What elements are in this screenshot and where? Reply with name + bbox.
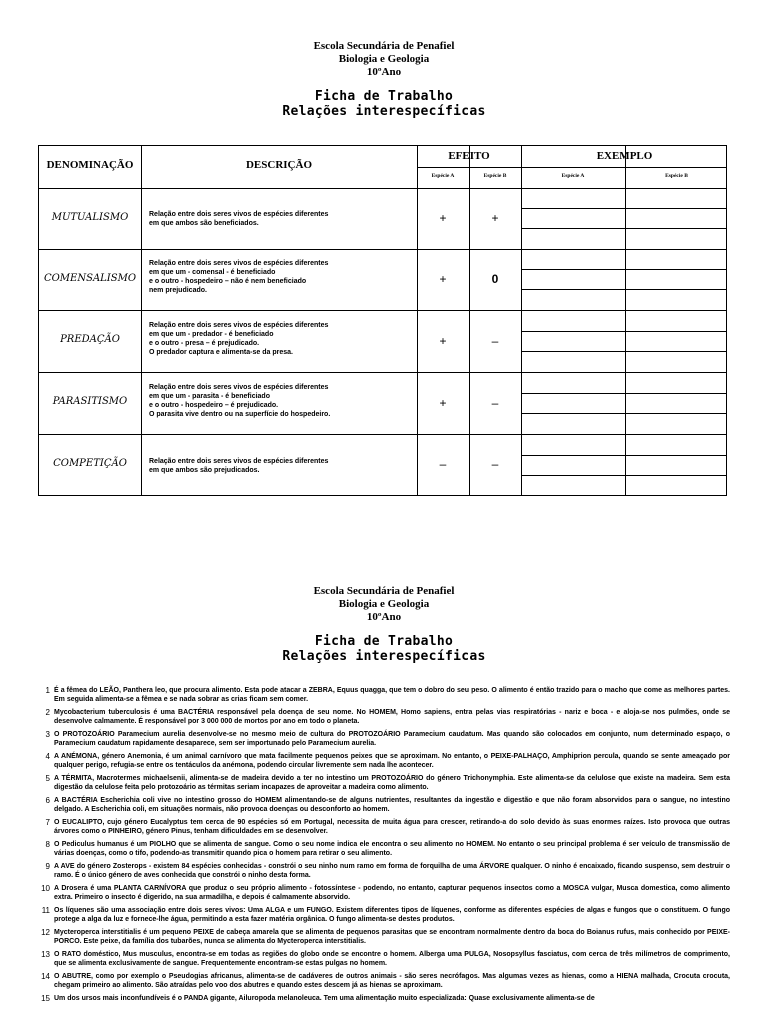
list-item: 11 Os líquenes são uma associação entre dois seres vivos: Uma ALGA e um FUNGO. Existem diferentes tipos de líquenes, conforme as diferentes espécies de algas e fungos que o constituem. O fungo protege a alga da luz e fornece-lhe água, permitindo a esta fazer matéria orgânica. O fungo alimenta-se destes produtos.	[41, 906, 730, 923]
col-descricao-header: DESCRIÇÃO	[245, 159, 312, 171]
effect-a-predacao: +	[439, 334, 447, 348]
row-desc-competicao: Relação entre dois seres vivos de espécies diferentes em que ambos são prejudicados.	[149, 458, 329, 474]
list-item: 14 O ABUTRE, como por exemplo o Pseudogias africanus, alimenta-se de cadáveres de outros animais - são seres necrófagos. Mas algumas vezes as hienas, como a HIENA malhada, Crocuta crocuta, chegam primeiro ao alimento. São atraídas pelo voo dos abutres e quando estes descem já as hienas se aproximam.	[41, 972, 730, 989]
school-name-2: Escola Secundária de Penafiel	[313, 585, 455, 597]
worksheet-subtitle-2: Relações interespecíficas	[282, 649, 486, 664]
row-name-competicao: COMPETIÇÃO	[53, 458, 127, 469]
list-item: 4 A ANÉMONA, género Anemonia, é um animal carnívoro que mata facilmente pequenos peixes que se aproximam. No entanto, o PEIXE-PALHAÇO, Amphiprion percula, quando se sente ameaçado por qualquer perigo, refugia-se entre os tentáculos da anémona, podendo circular livremente sem nada lhe acontecer.	[45, 752, 730, 769]
list-item: 7 O EUCALIPTO, cujo género Eucalyptus tem cerca de 90 espécies só em Portugal, necessita de muita água para crescer, retirando-a do solo devido às suas enormes raízes. Isto provoca que outras árvores como o PINHEIRO, género Pinus, tenham dificuldades em se desenvolver.	[45, 818, 730, 835]
list-item: 3 O PROTOZOÁRIO Paramecium aurelia desenvolve-se no mesmo meio de cultura do PROTOZOÁRIO Paramecium caudatum. Mas quando são colocados em conjunto, num determinado espaço, o Paramecium caudatum rapidamente desaparece, sem ser importunado pelo Paramecium aurelia.	[45, 730, 730, 747]
grade-label-2: 10ºAno	[366, 611, 402, 623]
list-item: 9 A AVE do género Zosterops - existem 84 espécies conhecidas - constrói o seu ninho num ramo em forma de forquilha de uma ÁRVORE qualquer. O ninho é encaixado, ficando suspenso, sem destruir o ramo. É o único género de aves conhecida que constrói o ninho desta forma.	[45, 862, 730, 879]
effect-b-mutualismo: +	[491, 211, 499, 225]
row-name-parasitismo: PARASITISMO	[52, 396, 128, 407]
effect-a-competicao: –	[439, 457, 447, 471]
list-item: 6 A BACTÉRIA Escherichia coli vive no intestino grosso do HOMEM alimentando-se de alguns nutrientes, resultantes da ingestão e digestão e que não foram absorvidos para o sangue, no intestino delgado. A Escherichia coli, em situações normais, não provoca doenças ou desconforto ao homem.	[45, 796, 730, 813]
school-name: Escola Secundária de Penafiel	[313, 40, 455, 52]
header-top	[0, 40, 768, 119]
row-name-mutualismo: MUTUALISMO	[51, 212, 129, 223]
list-item: 10 A Drosera é uma PLANTA CARNÍVORA que produz o seu próprio alimento - fotossíntese - podendo, no entanto, capturar pequenos insectos como a MOSCA vulgar, Musca domestica, como alimento extra. Primeiro o insecto é digerido, na sua armadilha, e depois é calmamente absorvido.	[41, 884, 730, 901]
col-efeito-header: EFEITO	[448, 150, 490, 162]
exemplo-especie-a: Espécie A	[561, 173, 585, 179]
effect-b-competicao: –	[491, 457, 499, 471]
efeito-especie-b: Espécie B	[483, 173, 507, 179]
examples-list	[38, 686, 730, 1007]
header-bottom	[0, 585, 768, 664]
effect-b-predacao: –	[491, 334, 499, 348]
row-desc-mutualismo: Relação entre dois seres vivos de espécies diferentes em que ambos são beneficiados.	[149, 211, 329, 227]
subject-name: Biologia e Geologia	[338, 53, 430, 65]
exemplo-especie-b: Espécie B	[665, 173, 688, 179]
col-denominacao-header: DENOMINAÇÃO	[46, 159, 134, 171]
row-desc-predacao: Relação entre dois seres vivos de espécies diferentes em que um - predador - é beneficiado e o outro - presa – é prejudicado. O predador captura e alimenta-se da presa.	[149, 322, 329, 356]
row-name-comensalismo: COMENSALISMO	[43, 273, 137, 284]
subject-name-2: Biologia e Geologia	[338, 598, 430, 610]
effect-a-comensalismo: +	[439, 272, 447, 286]
list-item: 5 A TÉRMITA, Macrotermes michaelsenii, alimenta-se de madeira devido a ter no intestino um PROTOZOÁRIO do género Trichonymphia. Este alimenta-se da celulose que existe na madeira. Sem esta digestão da celulose feita pelo protozoário as térmitas seriam incapazes de aproveitar a madeira como alimento.	[45, 774, 730, 791]
list-item: 13 O RATO doméstico, Mus musculus, encontra-se em todas as regiões do globo onde se encontre o homem. Alberga uma PULGA, Nosopsyllus fasciatus, com cerca de três milímetros de comprimento, que se alimenta exclusivamente de sangue. Frequentemente encontram-se estas pulgas no homem.	[41, 950, 730, 967]
grade-label: 10ºAno	[366, 66, 402, 78]
worksheet-subtitle: Relações interespecíficas	[282, 104, 486, 119]
effect-a-mutualismo: +	[439, 211, 447, 225]
row-desc-parasitismo: Relação entre dois seres vivos de espécies diferentes em que um - parasita - é beneficiado e o outro - hospedeiro – é prejudicado. O parasita vive dentro ou na superfície do hospedeiro.	[149, 384, 331, 418]
effect-a-parasitismo: +	[439, 396, 447, 410]
worksheet-title-2: Ficha de Trabalho	[314, 634, 454, 649]
list-item: 2 Mycobacterium tuberculosis é uma BACTÉRIA responsável pela doença de seu nome. No HOMEM, Homo sapiens, entra pelas vias respiratórias - nariz e boca - e aloja-se nos pulmões, onde se desenvolve calmamente. É responsável por 3 000 000 de mortos por ano em todo o planeta.	[45, 708, 730, 725]
col-exemplo-header: EXEMPLO	[596, 150, 653, 162]
list-item: 8 O Pediculus humanus é um PIOLHO que se alimenta de sangue. Como o seu nome indica ele encontra o seu alimento no HOMEM. No entanto o seu principal problema é ser veículo de transmissão de várias doenças, como o tifo, podendo-as transmitir quando pica o homem para retirar o seu alimento.	[45, 840, 730, 857]
row-name-predacao: PREDAÇÃO	[60, 334, 120, 345]
effect-b-comensalismo: 0	[491, 272, 499, 286]
row-desc-comensalismo: Relação entre dois seres vivos de espécies diferentes em que um - comensal - é beneficiado e o outro - hospedeiro – não é nem beneficiado nem prejudicado.	[149, 260, 329, 294]
list-item: 12 Mycteroperca interstitialis é um pequeno PEIXE de cabeça amarela que se alimenta de pequenos parasitas que se encontram normalmente dentro da boca do Boianus rufus, mais conhecido por PEIXE-PORCO. Este peixe, da família dos tubarões, nunca se alimenta do Mycteroperca interstitialis.	[41, 928, 730, 945]
worksheet-title: Ficha de Trabalho	[314, 89, 454, 104]
effect-b-parasitismo: –	[491, 396, 499, 410]
relations-table	[38, 145, 727, 496]
efeito-especie-a: Espécie A	[431, 173, 455, 179]
list-item: 1 É a fêmea do LEÃO, Panthera leo, que procura alimento. Esta pode atacar a ZEBRA, Equus quagga, que tem o dobro do seu peso. O alimento é então trazido para o macho que come as melhores partes. Em seguida alimenta-se a fêmea e se nada sobrar as crias ficam sem comer.	[45, 686, 730, 703]
list-item: 15 Um dos ursos mais inconfundíveis é o PANDA gigante, Ailuropoda melanoleuca. Tem uma alimentação muito especializada: Quase exclusivamente alimenta-se de	[41, 994, 595, 1003]
